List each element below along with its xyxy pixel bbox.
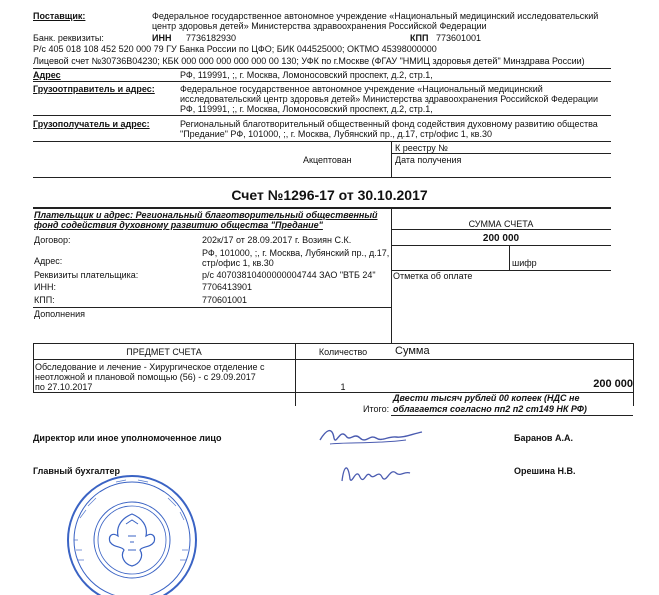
accountant-name: Орешина Н.В. <box>514 466 576 476</box>
payer-address-label: Адрес: <box>34 256 63 266</box>
shipper-line1: Федеральное государственное автономное учреждение «Национальный медицинский <box>180 84 543 94</box>
official-stamp-icon <box>62 470 202 595</box>
divider <box>33 115 611 116</box>
divider <box>391 229 611 230</box>
divider <box>391 245 611 246</box>
divider <box>391 153 611 154</box>
extra-label: Дополнения <box>34 309 85 319</box>
address-value: РФ, 119991, ;, г. Москва, Ломоносовский проспект, д.2, стр.1, <box>180 70 433 80</box>
shipper-label: Грузоотправитель и адрес: <box>33 84 155 94</box>
payer-address-line2: стр/офис 1, кв.30 <box>202 258 274 268</box>
director-label: Директор или иное уполномоченное лицо <box>33 433 222 443</box>
divider <box>33 359 633 360</box>
supplier-name-line2: центр здоровья детей» Министерства здравоохранения Российской Федерации <box>152 21 487 31</box>
accepted-label: Акцептован <box>303 155 352 165</box>
divider <box>33 307 391 308</box>
payer-inn-value: 7706413901 <box>202 282 253 292</box>
item-line3: по 27.10.2017 <box>35 382 93 392</box>
shipper-line3: РФ, 119991, ;, г. Москва, Ломоносовский проспект, д.2, стр.1, <box>180 104 433 114</box>
requisites-label: Реквизиты плательщика: <box>34 270 139 280</box>
kpp-value: 773601001 <box>436 33 482 43</box>
divider <box>33 207 611 209</box>
address-label: Адрес <box>33 70 61 80</box>
invoice-title: Счет №1296-17 от 30.10.2017 <box>231 187 428 203</box>
item-line2: неотложной и плановой помощью (56) - с 29.09.2017 <box>35 372 256 382</box>
divider <box>391 415 633 416</box>
divider <box>33 141 611 142</box>
contract-label: Договор: <box>34 235 71 245</box>
supplier-label: Поставщик: <box>33 11 86 21</box>
divider <box>33 343 34 392</box>
payer-kpp-label: КПП: <box>34 295 55 305</box>
accountant-label: Главный бухгалтер <box>33 466 121 476</box>
total-label: Итого: <box>363 404 390 414</box>
director-name: Баранов А.А. <box>514 433 573 443</box>
divider <box>391 141 392 177</box>
consignee-line2: "Предание" РФ, 101000, ;, г. Москва, Лубянский пр., д.17, стр/офис 1, кв.30 <box>180 129 492 139</box>
column-quantity-header: Количество <box>318 347 368 357</box>
total-words-line1: Двести тысяч рублей 00 копеек (НДС не <box>393 393 580 403</box>
contract-value: 202к/17 от 28.09.2017 г. Возиян С.К. <box>202 235 352 245</box>
column-subject-header: ПРЕДМЕТ СЧЕТА <box>126 347 202 357</box>
divider <box>33 68 611 69</box>
bank-label: Банк. реквизиты: <box>33 33 104 43</box>
cipher-label: шифр <box>512 258 537 268</box>
requisites-value: р/с 40703810400000004744 ЗАО "ВТБ 24" <box>202 270 376 280</box>
director-signature-icon <box>316 418 426 454</box>
shipper-line2: исследовательский центр здоровья детей» Министерства здравоохранения Российской Федерации <box>180 94 599 104</box>
inn-label: ИНН <box>152 33 172 43</box>
received-date-label: Дата получения <box>395 155 462 165</box>
payer-title-line2: фонд содействия духовному развитию общества "Предание" <box>34 220 323 230</box>
account-line: Р/с 405 018 108 452 520 000 79 ГУ Банка России по ЦФО; БИК 044525000; ОКТМО 45398000000 <box>33 44 437 54</box>
divider <box>33 343 633 344</box>
sum-box-label: СУММА СЧЕТА <box>468 219 534 229</box>
payer-inn-label: ИНН: <box>34 282 56 292</box>
item-line1: Обследование и лечение - Хирургическое отделение с <box>35 362 265 372</box>
consignee-line1: Региональный благотворительный общественный фонд содействия духовному развитию общества <box>180 119 598 129</box>
kpp-label: КПП <box>410 33 429 43</box>
payer-kpp-value: 770601001 <box>202 295 248 305</box>
inn-value: 7736182930 <box>186 33 237 43</box>
accountant-signature-icon <box>336 455 416 491</box>
column-sum-header: Сумма <box>395 345 430 357</box>
personal-account-line: Лицевой счет №30736В04230; КБК 000 000 000 000 000 00 130; УФК по г.Москве (ФГАУ "НМИЦ здоровья детей" Минздрава России) <box>33 56 585 66</box>
consignee-label: Грузополучатель и адрес: <box>33 119 150 129</box>
divider <box>509 245 510 271</box>
supplier-name-line1: Федеральное государственное автономное учреждение «Национальный медицинский исследовательский <box>152 11 599 21</box>
payment-mark-label: Отметка об оплате <box>393 271 473 281</box>
item-sum: 200 000 <box>593 378 633 390</box>
payer-title-line1: Плательщик и адрес: Региональный благотворительный общественный <box>34 210 378 220</box>
divider <box>633 343 634 406</box>
divider <box>33 177 611 178</box>
total-words-line2: облагается согласно пп2 п2 ст149 НК РФ) <box>393 404 587 414</box>
divider <box>33 81 611 82</box>
registry-number-label: К реестру № <box>395 143 448 153</box>
item-quantity: 1 <box>340 382 346 392</box>
sum-box-value: 200 000 <box>482 233 520 244</box>
payer-address-line1: РФ, 101000, ;, г. Москва, Лубянский пр., д.17, <box>202 248 390 258</box>
